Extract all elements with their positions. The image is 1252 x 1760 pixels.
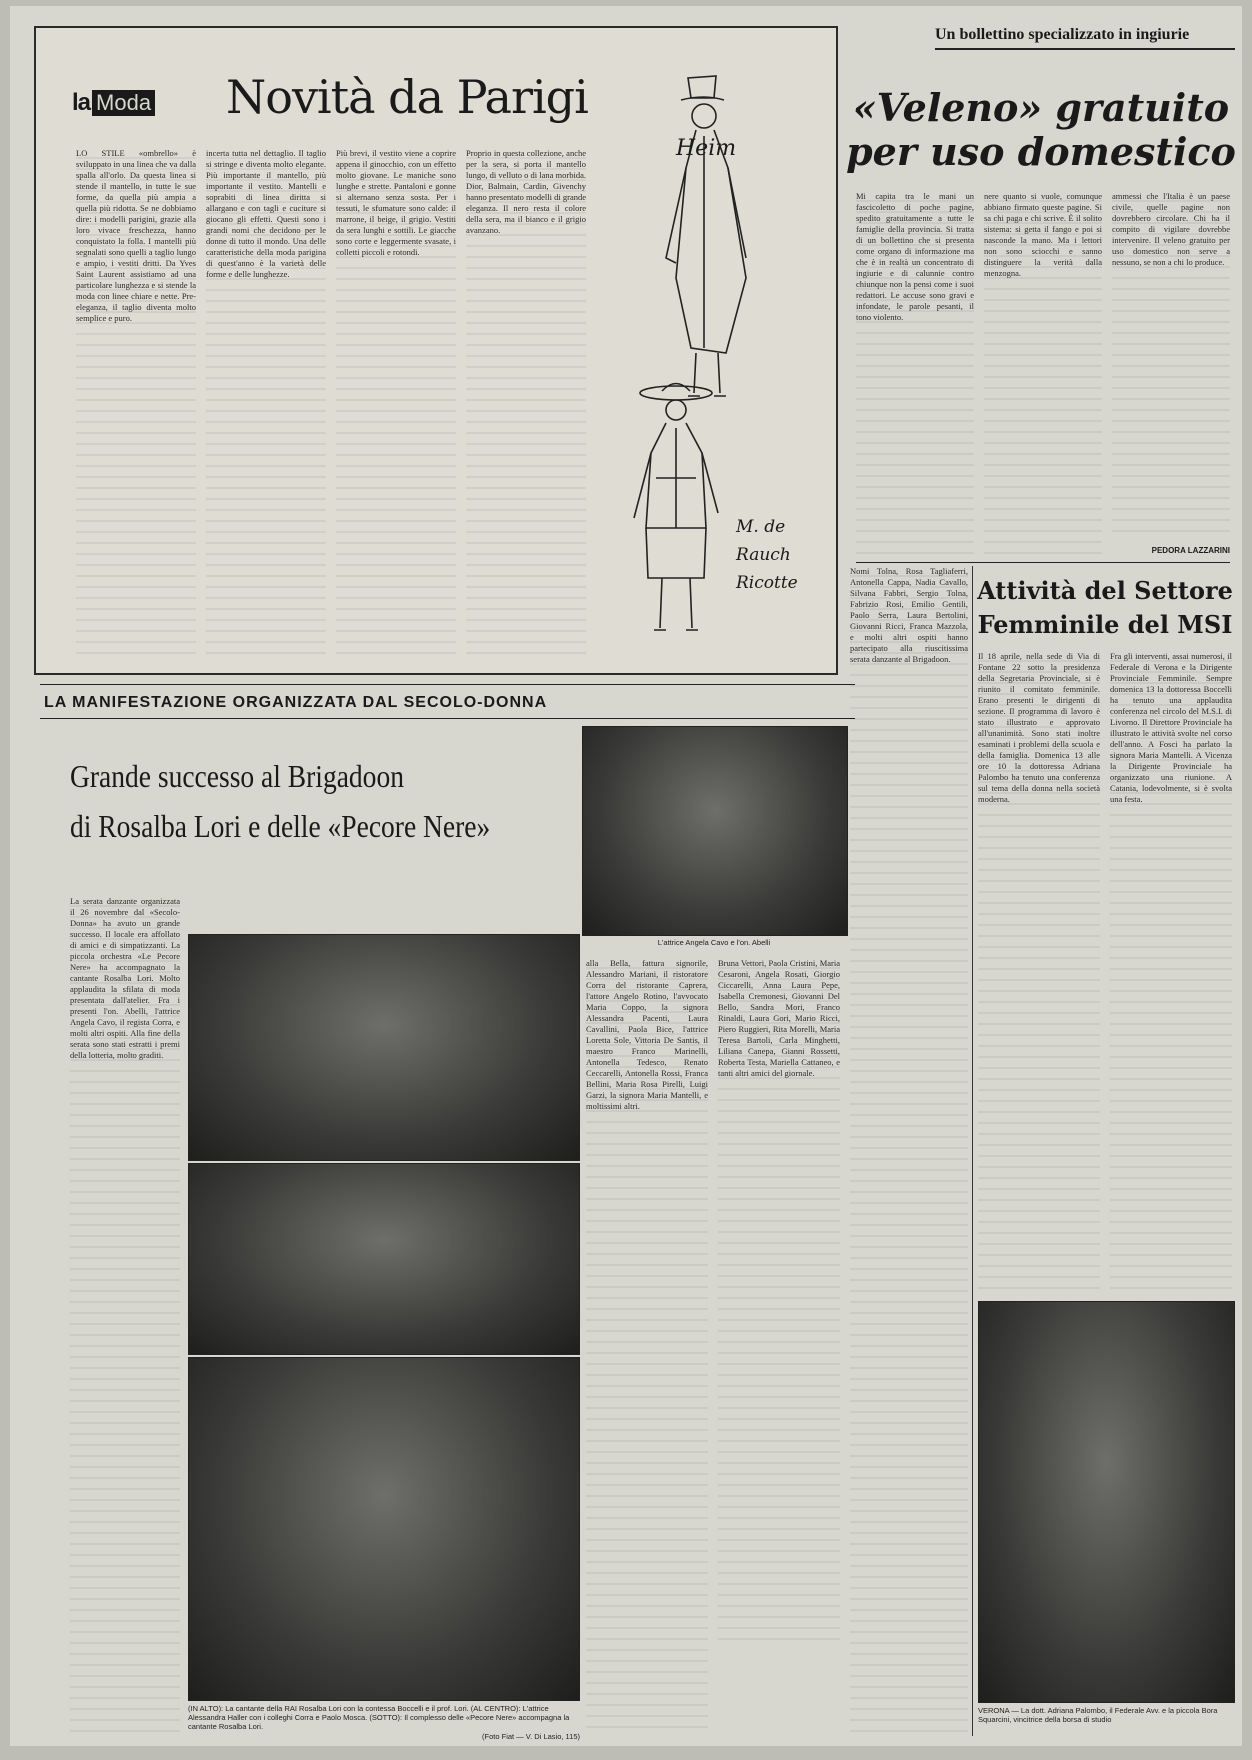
manifestazione-title-line-2: di Rosalba Lori e delle «Pecore Nere» <box>70 808 491 844</box>
moda-logo-moda: Moda <box>92 90 155 116</box>
verona-photo <box>978 1301 1235 1703</box>
manifestazione-headline <box>70 751 500 851</box>
brigadoon-photo-bottom <box>188 1357 580 1701</box>
settore-left-rule <box>972 566 973 1736</box>
manifestazione-column-4: Nomi Tolna, Rosa Tagliaferri, Antonella Cappa, Nadia Cavallo, Silvana Fabbri, Sergio Tolna, Fabrizio Rosi, Emilio Gentili, Paolo Serra, Laura Bertolini, Giovanni Ricci, Franca Mazzola, e molti altri ospiti hanno partecipato alla riuscitissima serata danzante al Brigadoon. <box>850 566 968 1736</box>
brigadoon-photo-credit: (Foto Fiat — V. Di Lasio, 115) <box>482 1732 580 1741</box>
manifestazione-column-2: alla Bella, fattura signorile, Alessandro Mariani, il ristoratore Corra del ristorante Caprera, l'attore Angelo Rotino, l'avvocato Maria Coppo, la signora Alessandra Pacenti, Laura Cavallini, Paola Bice, l'attrice Loretta Sole, Vittoria De Santis, il maestro Franco Marinelli, Antonella Tedesco, Renato Ceccarelli, Antonella Rossi, Franca Bellini, Maria Rosa Pirelli, Luigi Garzi, la signora Maria Mantelli, e moltissimi altri. <box>586 958 708 1736</box>
veleno-title-line-1: «Veleno» gratuito <box>852 85 1230 130</box>
brigadoon-photo-top <box>188 934 580 1161</box>
moda-box <box>34 26 838 675</box>
signature-heim: Heim <box>676 136 737 161</box>
manifestazione-kicker-rule <box>40 718 855 719</box>
manifestazione-column-3: Bruna Vettori, Paola Cristini, Maria Cesaroni, Angela Rosati, Giorgio Ciccarelli, Anna Laura Pepe, Isabella Cremonesi, Giovanni Del Bello, Sandra Mori, Franco Rinaldi, Laura Gori, Mario Ricci, Piero Ruggieri, Rita Morelli, Maria Teresa Bartoli, Carla Minghetti, Liliana Canepa, Gianni Rossetti, Roberta Testa, Mariella Cattaneo, e tanti altri amici del giornale. <box>718 958 840 1648</box>
moda-column-2: incerta tutta nel dettaglio. Il taglio si stringe e diventa molto elegante. Più importante il mantello, più importante il vestito. Mantelli e soprabiti di linea diritta si allargano e con tagli e cuciture si giocano gli effetti. Questi sono i grandi nomi che decidono per le donne di tutto il mondo. Una delle caratteristiche della moda parigina di quest'anno è la varietà delle forme e delle lunghezze. <box>206 148 326 658</box>
settore-column-2: Fra gli interventi, assai numerosi, il Federale di Verona e la Dirigente Provinciale Femminile. Sempre domenica 13 la dottoressa Boccelli ha tenuto una applaudita conferenza nel circolo del M.S.I. di Livorno. Il Direttore Provinciale ha illustrato le attività svolte nel corso dell'anno. A Fosci ha parlato la signora Maria Mantelli. A Vicenza la Dirigente Provinciale ha organizzato una riunione. A Catania, lodevolmente, si è svolta una festa. <box>1110 651 1232 1291</box>
veleno-signature: PEDORA LAZZARINI <box>1151 546 1230 555</box>
settore-column-1: Il 18 aprile, nella sede di Via di Fontane 22 sotto la presidenza della Segretaria Provinciale, si è riunito il comitato femminile. Erano presenti le dirigenti di sezione. Il programma di lavoro è stato illustrato e approvato all'unanimità. Sono stati inoltre esaminati i problemi della scuola e della famiglia. Domenica 13 alle ore 10 la dottoressa Adriana Palombo ha tenuto una conferenza sul tema della donna nella società moderna. <box>978 651 1100 1291</box>
moda-title: Novità da Parigi <box>226 70 588 124</box>
veleno-bottom-rule <box>856 562 1230 563</box>
newspaper-page <box>10 6 1242 1746</box>
settore-title-line-2: Femminile del MSI <box>977 610 1233 639</box>
abelli-photo <box>582 726 848 936</box>
veleno-title-line-2: per uso domestico <box>846 129 1236 174</box>
moda-column-3: Più brevi, il vestito viene a coprire appena il ginocchio, con un effetto molto giovane. Le maniche sono lunghe e strette. Pantaloni e gonne si alternano senza sosta. Per i tessuti, le sfumature sono calde: il marrone, il beige, il grigio. Vestiti da sera lunghi e sottili. Le giacche sono corte e leggermente svasate, i colletti piccoli e rotondi. <box>336 148 456 658</box>
brigadoon-photo-middle <box>188 1163 580 1355</box>
abelli-photo-caption: L'attrice Angela Cavo e l'on. Abelli <box>657 938 771 947</box>
running-head: Un bollettino specializzato in ingiurie <box>935 26 1190 43</box>
settore-title-line-1: Attività del Settore <box>977 576 1233 605</box>
moda-logo <box>72 88 155 118</box>
signature-ricotte: M. de Rauch Ricotte <box>736 517 798 593</box>
verona-photo-caption: VERONA — La dott. Adriana Palombo, il Federale Avv. e la piccola Bora Squarcini, vincitrice della borsa di studio <box>978 1706 1218 1724</box>
manifestazione-title-line-1: Grande successo al Brigadoon <box>70 758 404 794</box>
manifestazione-top-rule <box>40 684 855 685</box>
manifestazione-kicker: LA MANIFESTAZIONE ORGANIZZATA DAL SECOLO-DONNA <box>44 694 548 711</box>
running-head-rule <box>935 48 1235 50</box>
moda-logo-la: la <box>72 89 91 116</box>
brigadoon-photo-caption: (IN ALTO): La cantante della RAI Rosalba Lori con la contessa Boccelli e il prof. Lori. (AL CENTRO): L'attrice Alessandra Haller con i colleghi Corra e Paolo Mosca. (SOTTO): Il complesso delle «Pecore Nere» accompagna la cantante Rosalba Lori. <box>188 1704 570 1731</box>
veleno-column-2: nere quanto si vuole, comunque abbiano firmato queste pagine. Si sa chi paga e chi scrive. È il solito sistema: si getta il fango e poi si nasconde la mano. Ma i lettori non sono sciocchi e sanno distinguere la verità dalla menzogna. <box>984 191 1102 556</box>
moda-column-1: LO STILE «ombrello» è sviluppato in una linea che va dalla spalla all'orlo. Da questa linea si stende il mantello, in tutte le sue forme, da quella più ampia a quella più ridotta. Se ne dobbiamo dire: i modelli parigini, grazie alla loro vivace freschezza, hanno conquistato la folla. I mantelli più segnalati sono quelli a taglio lungo e ampio, i vestiti dritti. Da Yves Saint Laurent assistiamo ad una particolare lunghezza e si stende la moda con linee chiare e nette. Pre-eleganza, il taglio diventa molto semplice e puro. <box>76 148 196 658</box>
veleno-column-3: ammessi che l'Italia è un paese civile, quelle pagine non dovrebbero circolare. Chi ha il compito di vigilare dovrebbe intervenire. Il veleno gratuito per uso domestico non serve a nessuno, se non a chi lo produce. <box>1112 191 1230 541</box>
veleno-headline <box>846 86 1236 174</box>
settore-headline <box>975 574 1235 642</box>
manifestazione-column-1: La serata danzante organizzata il 26 novembre dal «Secolo-Donna» ha avuto un grande successo. Il locale era affollato di amici e di simpatizzanti. La piccola orchestra «Le Pecore Nere» ha accompagnato la cantante Rosalba Lori. Molto applaudita la sfilata di moda presentata dall'atelier. Fra i presenti l'on. Abelli, l'attrice Angela Cavo, il regista Corra, e molti altri ospiti. Alla fine della serata sono stati estratti i premi della lotteria, molto graditi. <box>70 896 180 1736</box>
veleno-column-1: Mi capita tra le mani un fascicoletto di poche pagine, spedito gratuitamente a tutte le famiglie della provincia. Si tratta di un bollettino che si presenta come organo di informazione ma che è in realtà un concentrato di ingiurie e di calunnie contro chiunque non la pensi come i suoi redattori. Le accuse sono gravi e infondate, le parole pesanti, il tono violento. <box>856 191 974 556</box>
moda-column-4: Proprio in questa collezione, anche per la sera, si porta il mantello lungo, di velluto o di lana morbida. Dior, Balmain, Cardin, Givenchy hanno presentato modelli di grande eleganza. Il nero resta il colore della sera, ma il bianco e il grigio avanzano. <box>466 148 586 658</box>
